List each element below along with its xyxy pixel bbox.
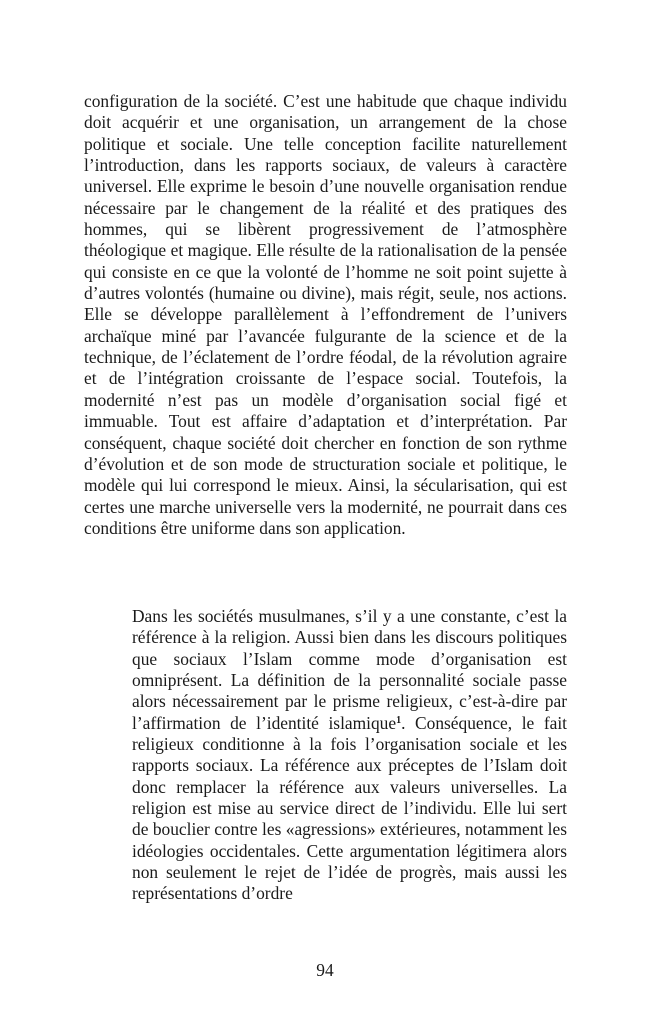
- indented-quote-paragraph: [132, 606, 567, 905]
- body-paragraph: configuration de la société. C’est une habitude que chaque individu doit acquérir et une organisation, un arrangement de la chose politique et sociale. Une telle conception facilite naturellement l’introduction, dans les rapports sociaux, de valeurs à caractère universel. Elle exprime le besoin d’une nouvelle organisation rendue nécessaire par le changement de la réalité et des pratiques des hommes, qui se libèrent progressivement de l’atmosphère théologique et magique. Elle résulte de la rationalisation de la pensée qui consiste en ce que la volonté de l’homme ne soit point sujette à d’autres volontés (humaine ou divine), mais régit, seule, nos actions. Elle se développe parallèlement à l’effondrement de l’univers archaïque miné par l’avancée fulgurante de la science et de la technique, de l’éclatement de l’ordre féodal, de la révolution agraire et de l’intégration croissante de l’espace social. Toutefois, la modernité n’est pas un modèle d’organisation social figé et immuable. Tout est affaire d’adaptation et d’interprétation. Par conséquent, chaque société doit chercher en fonction de son rythme d’évolution et de son mode de structuration sociale et politique, le modèle qui lui correspond le mieux. Ainsi, la sécularisation, qui est certes une marche universelle vers la modernité, ne pourrait dans ces conditions être uniforme dans son application.: [84, 91, 567, 538]
- quote-text-part-1: Dans les sociétés musulmanes, s’il y a une constante, c’est la référence à la religion. Aussi bien dans les discours politiques que sociaux l’Islam comme mode d’organisation est omniprésent. La définition de la personnalité sociale passe alors nécessairement par le prisme religieux, c’est-à-dire par l’affirmation de l’identité islamique: [132, 606, 567, 733]
- page-number: 94: [316, 960, 334, 980]
- footnote-marker[interactable]: 1: [396, 714, 402, 726]
- quote-text-part-2: . Conséquence, le fait religieux conditionne à la fois l’organisation sociale et les rapports sociaux. La référence aux préceptes de l’Islam doit donc remplacer la référence aux valeurs universelles. La religion est mise au service direct de l’individu. Elle lui sert de bouclier contre les «agressions» extérieures, notamment les idéologies occidentales. Cette argumentation légitimera alors non seulement le rejet de l’idée de progrès, mais aussi les représentations d’ordre: [132, 712, 568, 904]
